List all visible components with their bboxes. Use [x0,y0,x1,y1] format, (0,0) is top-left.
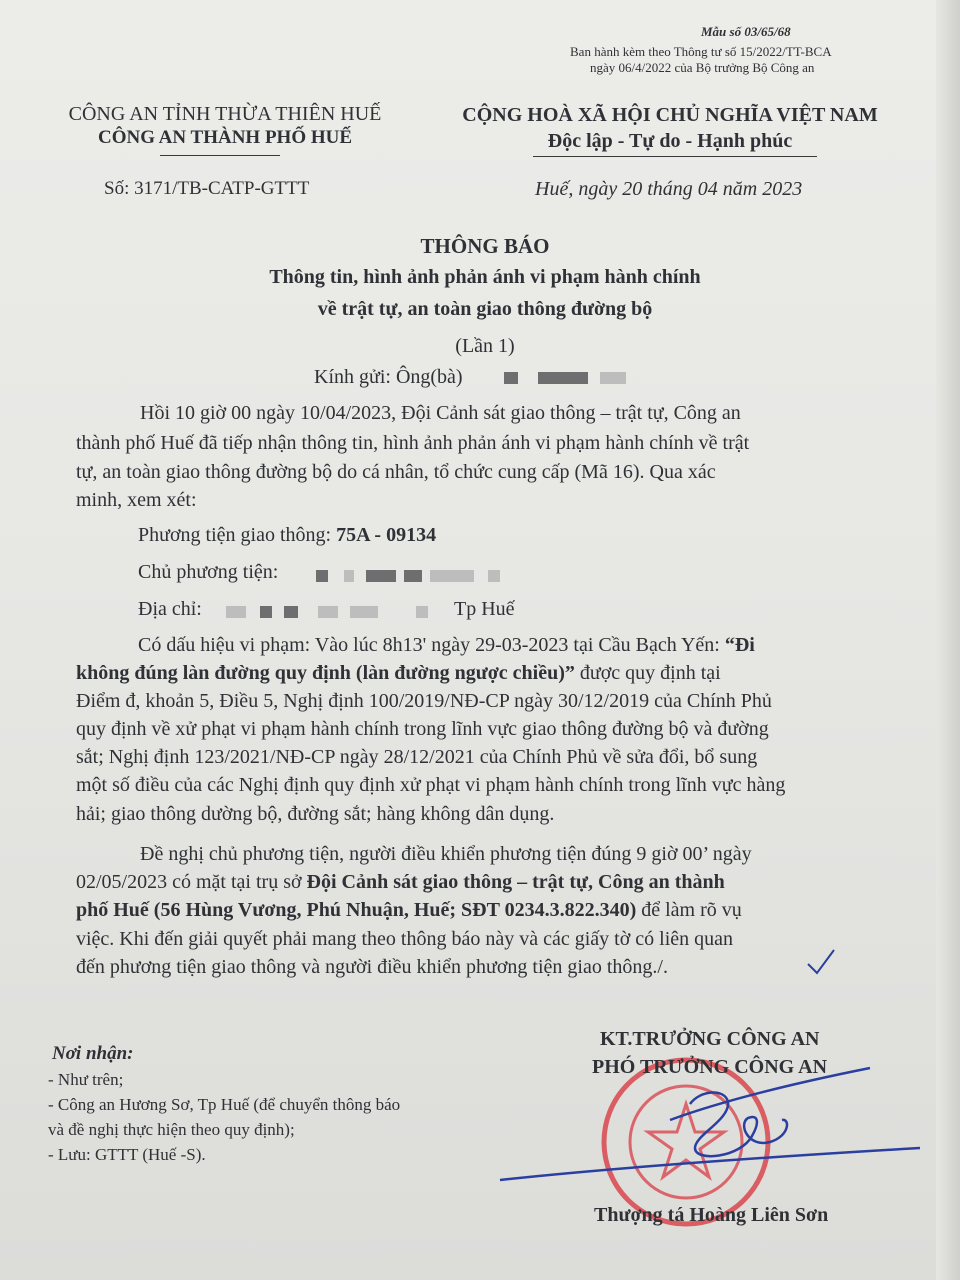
signature-line-2: PHÓ TRƯỞNG CÔNG AN [592,1056,828,1078]
recipients-title: Nơi nhận: [52,1043,134,1064]
recipient-item: - Như trên; [48,1070,124,1089]
body-line: việc. Khi đến giải quyết phải mang theo thông báo này và các giấy tờ có liên quan [76,928,734,950]
owner-label: Chủ phương tiện: [138,561,279,583]
request-office: Đội Cảnh sát giao thông – trật tự, Công an thành [306,871,725,893]
redaction [416,606,428,618]
motto-underline [533,156,817,157]
redaction [226,606,246,618]
redaction [316,570,328,582]
request-text: 02/05/2023 có mặt tại trụ sở [76,871,307,893]
form-issued-with: Ban hành kèm theo Thông tư số 15/2022/TT-BCA [570,44,832,59]
request-address: phố Huế (56 Hùng Vương, Phú Nhuận, Huế; SĐT 0234.3.822.340) [76,899,637,921]
agency-underline [160,155,280,156]
violation-intro: Có dấu hiệu vi phạm: Vào lúc 8h13' ngày 29-03-2023 tại Cầu Bạch Yến: [138,634,725,656]
redaction [488,570,500,582]
page-edge-shadow [936,0,960,1280]
recipient-label: Kính gửi: Ông(bà) [314,366,463,388]
redaction [344,570,354,582]
address-city: Tp Huế [454,598,515,620]
vehicle-row [138,524,436,547]
body-line: đến phương tiện giao thông và người điều khiển phương tiện giao thông./. [76,956,668,978]
redaction [504,372,518,384]
body-line: sắt; Nghị định 123/2021/NĐ-CP ngày 28/12/2021 của Chính Phủ về sửa đổi, bổ sung [76,746,758,768]
form-number: Mẫu số 03/65/68 [701,24,791,39]
redaction [260,606,272,618]
redaction [350,606,378,618]
doc-round: (Lần 1) [455,335,515,357]
body-line: Đề nghị chủ phương tiện, người điều khiển phương tiện đúng 9 giờ 00’ ngày [140,843,752,865]
vehicle-label: Phương tiện giao thông: [138,524,337,546]
signature-line-1: KT.TRƯỞNG CÔNG AN [600,1028,820,1050]
vehicle-plate: 75A - 09134 [336,524,437,546]
address-label: Địa chỉ: [138,598,202,620]
state-motto: Độc lập - Tự do - Hạnh phúc [547,130,793,152]
redaction [404,570,422,582]
body-line: thành phố Huế đã tiếp nhận thông tin, hình ảnh phản ánh vi phạm hành chính về trật [76,432,750,454]
doc-number: Số: 3171/TB-CATP-GTTT [104,178,310,199]
doc-subtitle-1: Thông tin, hình ảnh phản ánh vi phạm hành chính [269,266,701,288]
redaction [284,606,298,618]
handwritten-signature [490,1040,930,1190]
violation-description: không đúng làn đường quy định (làn đường ngược chiều)” [76,662,575,684]
checkmark-icon [806,946,836,976]
violation-line-2 [76,662,721,685]
body-line: tự, an toàn giao thông đường bộ do cá nhân, tổ chức cung cấp (Mã 16). Qua xác [76,461,716,483]
agency-parent: CÔNG AN TỈNH THỪA THIÊN HUẾ [68,103,382,125]
place-date: Huế, ngày 20 tháng 04 năm 2023 [535,178,803,200]
doc-subtitle-2: về trật tự, an toàn giao thông đường bộ [317,298,653,320]
signer-name: Thượng tá Hoàng Liên Sơn [594,1204,829,1226]
form-issued-date: ngày 06/4/2022 của Bộ trưởng Bộ Công an [590,60,815,75]
request-line-2 [76,871,725,894]
recipient-item: - Công an Hương Sơ, Tp Huế (để chuyển thông báo [48,1095,401,1114]
agency-name: CÔNG AN THÀNH PHỐ HUẾ [97,127,353,148]
body-line: minh, xem xét: [76,489,197,511]
redaction [430,570,474,582]
redaction [600,372,626,384]
request-text: để làm rõ vụ [636,899,742,921]
body-line: một số điều của các Nghị định quy định xử phạt vi phạm hành chính trong lĩnh vực hàng [76,774,786,796]
body-line: hải; giao thông dường bộ, đường sắt; hàng không dân dụng. [76,803,555,825]
state-name: CỘNG HOÀ XÃ HỘI CHỦ NGHĨA VIỆT NAM [462,104,878,126]
doc-title: THÔNG BÁO [420,234,550,258]
body-line: Điểm đ, khoản 5, Điều 5, Nghị định 100/2019/NĐ-CP ngày 30/12/2019 của Chính Phủ [76,690,772,712]
redaction [538,372,588,384]
request-line-3 [76,899,742,922]
recipient-item: và đề nghị thực hiện theo quy định); [48,1120,295,1139]
violation-quote-start: “Đi [724,634,755,656]
redaction [318,606,338,618]
body-line: Hồi 10 giờ 00 ngày 10/04/2023, Đội Cảnh sát giao thông – trật tự, Công an [140,402,741,424]
recipient-item: - Lưu: GTTT (Huế -S). [48,1145,206,1164]
violation-rest: được quy định tại [574,662,721,684]
redaction [366,570,396,582]
body-line: quy định về xử phạt vi phạm hành chính trong lĩnh vực giao thông đường bộ và đường [76,718,769,740]
violation-line-1 [138,634,755,657]
